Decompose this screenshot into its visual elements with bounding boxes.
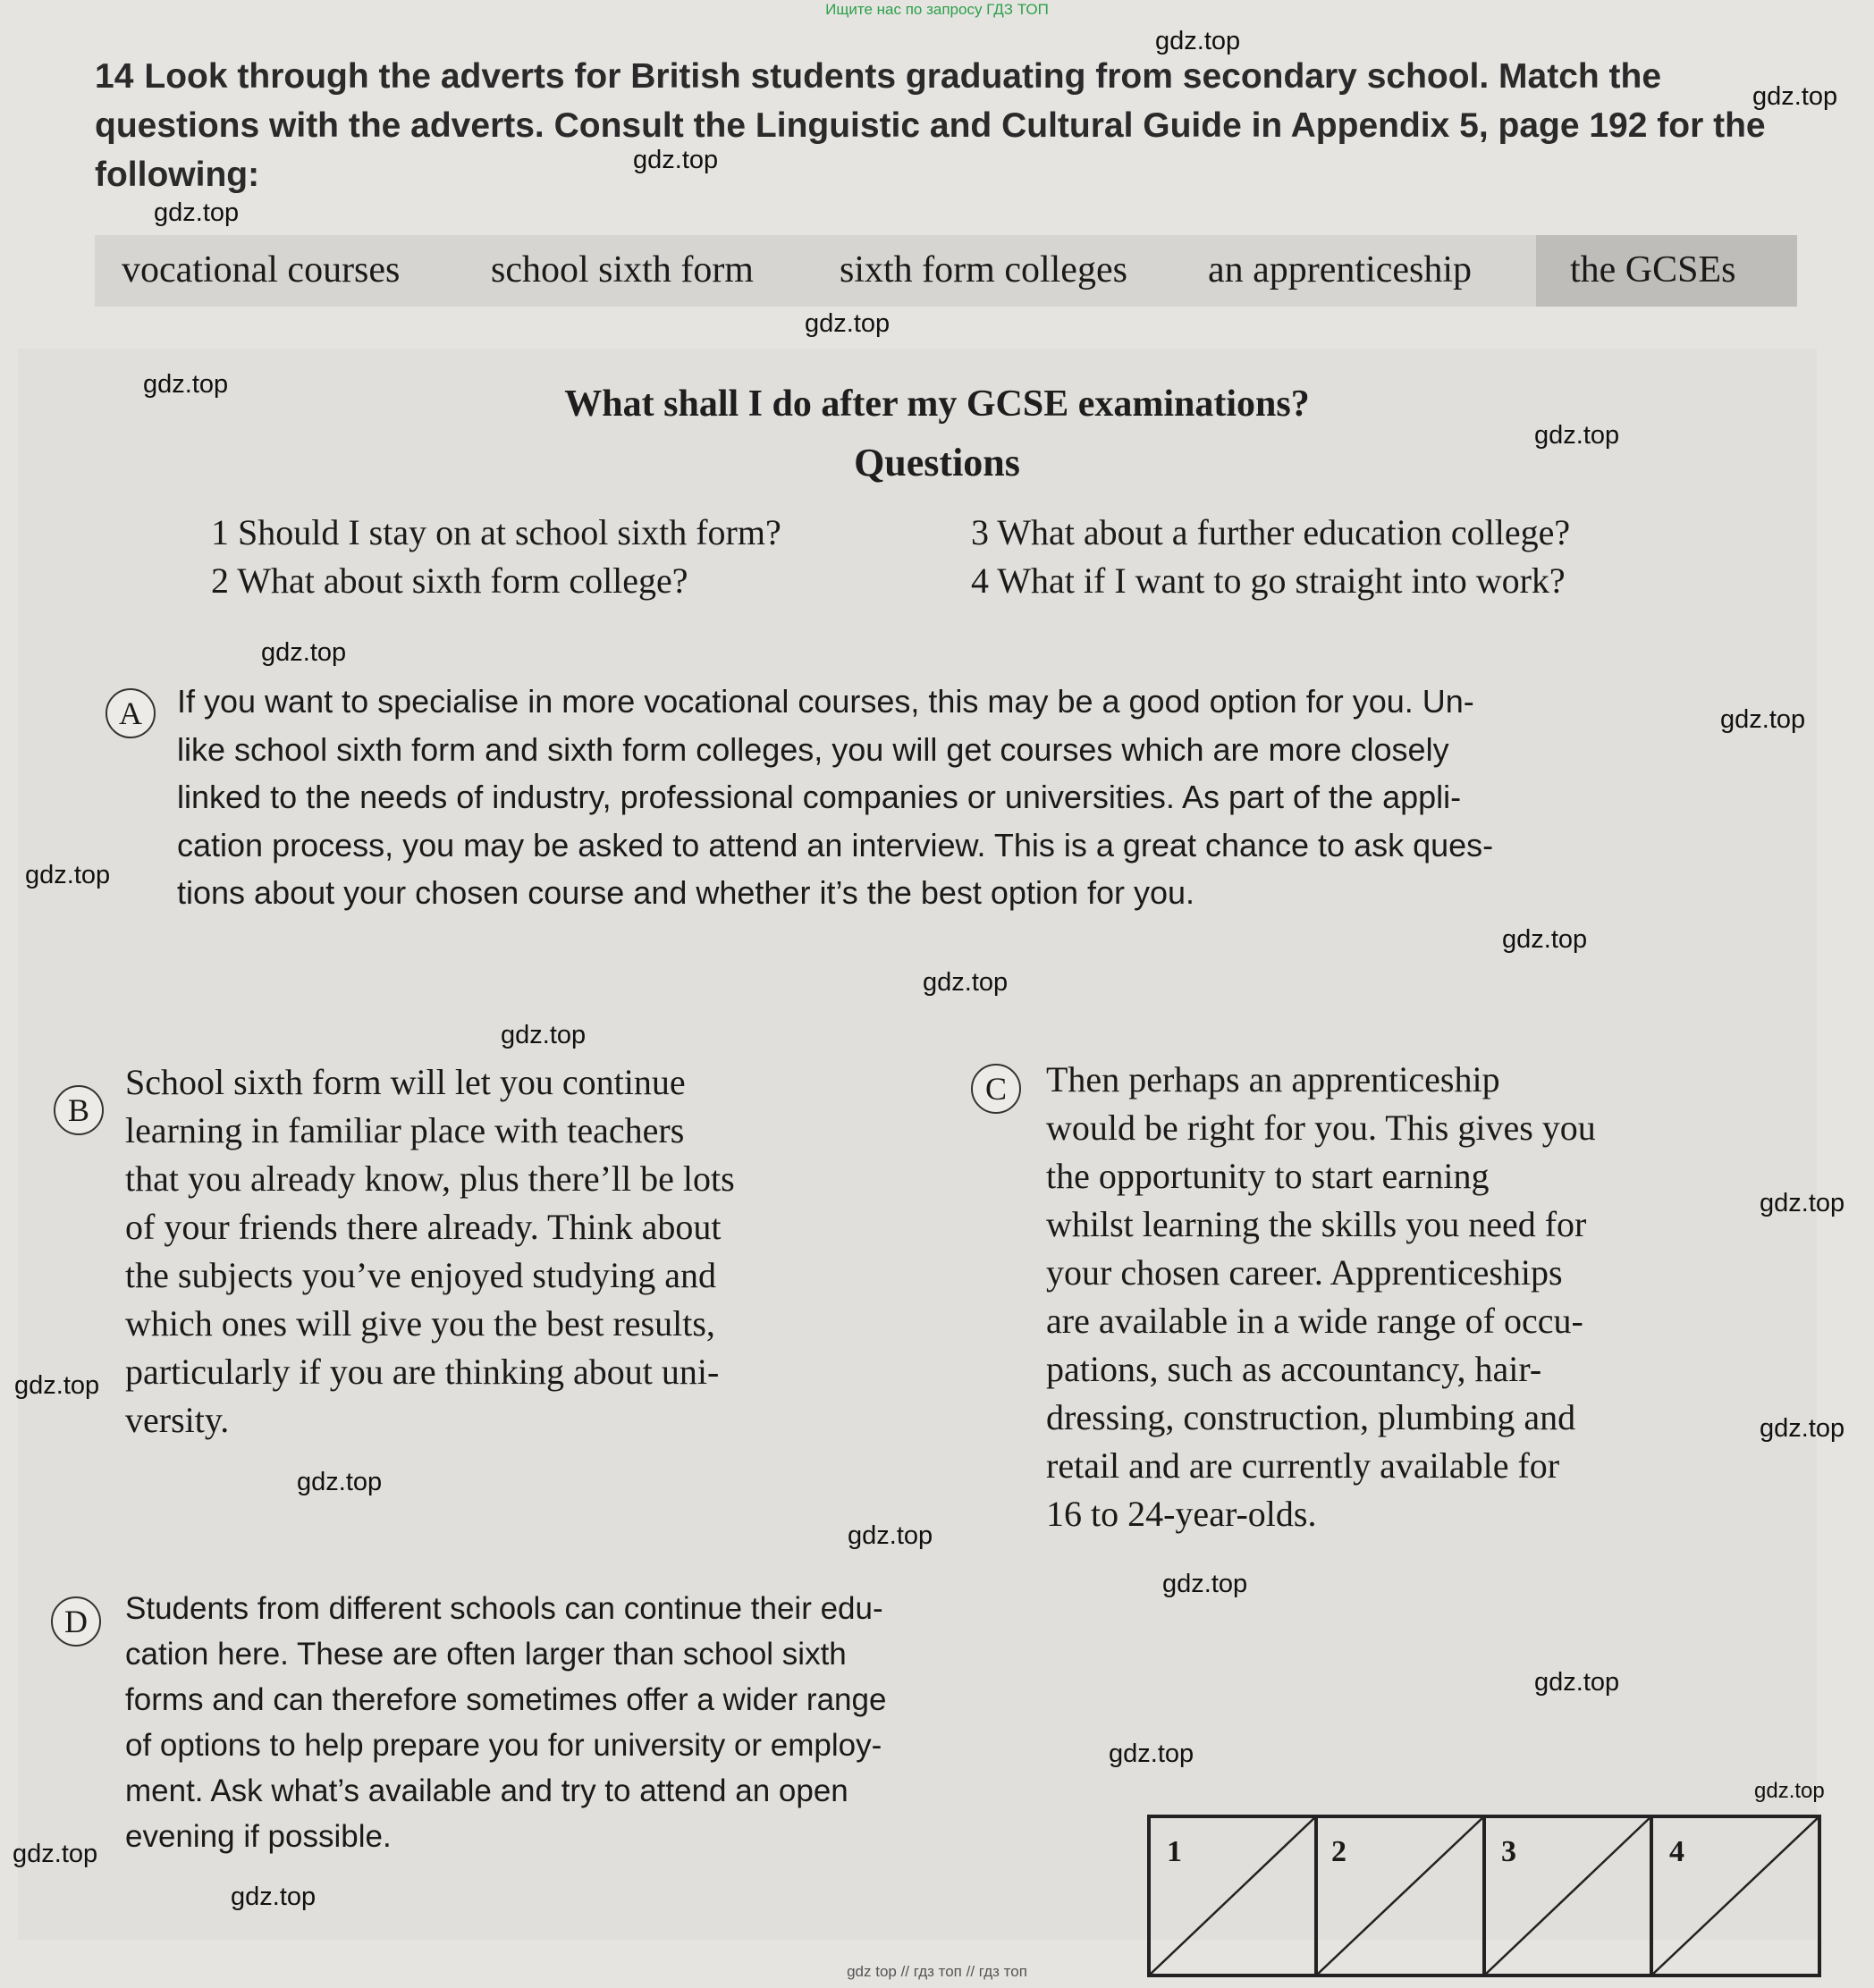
advert-d-line: ment. Ask what’s available and try to attend an open <box>125 1773 848 1808</box>
watermark: gdz.top <box>1155 27 1241 55</box>
advert-d-line: Students from different schools can continue their edu- <box>125 1591 883 1626</box>
watermark: gdz.top <box>1162 1570 1248 1598</box>
advert-a-text <box>177 678 1715 917</box>
advert-c-badge: C <box>971 1064 1021 1114</box>
advert-b-line: the subjects you’ve enjoyed studying and <box>125 1255 716 1295</box>
section-title: What shall I do after my GCSE examinations? <box>564 383 1310 425</box>
advert-c-line: your chosen career. Apprenticeships <box>1046 1252 1563 1293</box>
answer-cell-4[interactable] <box>1651 1816 1819 1975</box>
top-banner[interactable]: Ищите нас по запросу ГДЗ ТОП <box>825 1 1049 18</box>
advert-b-line: of your friends there already. Think about <box>125 1207 722 1247</box>
watermark: gdz.top <box>154 198 240 227</box>
advert-c-line: dressing, construction, plumbing and <box>1046 1397 1576 1437</box>
advert-d-line: forms and can therefore sometimes offer a wider range <box>125 1682 887 1717</box>
answer-grid <box>1147 1815 1821 1979</box>
advert-d-line: of options to help prepare you for university or employ- <box>125 1728 882 1763</box>
watermark: gdz.top <box>805 309 891 338</box>
term-apprenticeship: an apprenticeship <box>1208 249 1473 291</box>
advert-a-line: linked to the needs of industry, professional companies or universities. As part of the appli- <box>177 779 1462 815</box>
advert-a-badge: A <box>106 688 156 738</box>
watermark: gdz.top <box>1720 705 1806 734</box>
answer-cell-number: 4 <box>1669 1835 1684 1868</box>
watermark: gdz.top <box>501 1021 587 1049</box>
advert-c-line: are available in a wide range of occu- <box>1046 1301 1583 1341</box>
advert-b-line: School sixth form will let you continue <box>125 1062 686 1102</box>
advert-d-line: cation here. These are often larger than school sixth <box>125 1637 847 1672</box>
answer-cell-number: 3 <box>1501 1835 1516 1868</box>
advert-b-line: versity. <box>125 1400 230 1440</box>
exercise-instruction <box>95 52 1794 199</box>
term-sixth-form-colleges: sixth form colleges <box>840 249 1127 291</box>
advert-b-line: that you already know, plus there’ll be lots <box>125 1158 735 1199</box>
advert-c-text <box>1046 1056 1745 1538</box>
advert-c-line: pations, such as accountancy, hair- <box>1046 1349 1542 1389</box>
watermark: gdz.top <box>1502 925 1588 954</box>
watermark: gdz.top <box>14 1371 100 1400</box>
advert-b-line: particularly if you are thinking about uni- <box>125 1352 720 1392</box>
term-gcses: the GCSEs <box>1570 249 1736 291</box>
answer-cell-number: 1 <box>1167 1835 1182 1868</box>
advert-d-text <box>125 1586 1078 1859</box>
watermark: gdz.top <box>1754 1779 1825 1803</box>
advert-b-line: learning in familiar place with teachers <box>125 1110 685 1150</box>
watermark: gdz.top <box>25 861 111 889</box>
watermark: gdz.top <box>13 1840 98 1868</box>
answer-cell-number: 2 <box>1331 1835 1346 1868</box>
watermark: gdz.top <box>1534 1668 1620 1697</box>
advert-b-text <box>125 1058 831 1445</box>
advert-b-badge: B <box>54 1085 104 1135</box>
watermark: gdz.top <box>231 1883 317 1911</box>
advert-d-line: evening if possible. <box>125 1819 392 1854</box>
advert-a-line: tions about your chosen course and whether it’s the best option for you. <box>177 874 1195 911</box>
advert-a-line: If you want to specialise in more vocational courses, this may be a good option for you. Un- <box>177 683 1474 720</box>
watermark: gdz.top <box>261 638 347 667</box>
questions-heading: Questions <box>854 441 1020 484</box>
exercise-instruction-text: Look through the adverts for British students graduating from secondary school. Match the questions with the adverts. Consult the Linguistic and Cultural Guide in Appendix 5, page 192 for the following: <box>95 57 1766 194</box>
question-2: 2 What about sixth form college? <box>211 560 688 601</box>
watermark: gdz.top <box>1109 1740 1194 1768</box>
advert-a-line: cation process, you may be asked to attend an interview. This is a great chance to ask ques- <box>177 826 1494 863</box>
advert-c-line: 16 to 24-year-olds. <box>1046 1494 1317 1534</box>
question-3: 3 What about a further education college? <box>971 512 1571 552</box>
bottom-banner: gdz top // гдз топ // гдз топ <box>847 1963 1027 1980</box>
watermark: gdz.top <box>1760 1189 1845 1217</box>
advert-c-line: Then perhaps an apprenticeship <box>1046 1059 1500 1099</box>
watermark: gdz.top <box>143 370 229 399</box>
advert-a-line: like school sixth form and sixth form colleges, you will get courses which are more closely <box>177 730 1449 768</box>
advert-c-line: retail and are currently available for <box>1046 1445 1560 1486</box>
watermark: gdz.top <box>848 1521 933 1550</box>
watermark: gdz.top <box>1760 1414 1845 1443</box>
advert-c-line: whilst learning the skills you need for <box>1046 1204 1587 1244</box>
watermark: gdz.top <box>1534 421 1620 450</box>
term-vocational-courses: vocational courses <box>122 249 401 291</box>
answer-cell-2[interactable] <box>1316 1816 1484 1975</box>
advert-c-line: the opportunity to start earning <box>1046 1156 1490 1196</box>
advert-d-badge: D <box>51 1596 101 1647</box>
watermark: gdz.top <box>923 968 1009 997</box>
advert-b-line: which ones will give you the best results, <box>125 1303 715 1344</box>
exercise-number: 14 <box>95 57 134 96</box>
answer-cell-3[interactable] <box>1484 1816 1651 1975</box>
answer-cell-1[interactable] <box>1149 1816 1316 1975</box>
question-1: 1 Should I stay on at school sixth form? <box>211 512 781 552</box>
advert-c-line: would be right for you. This gives you <box>1046 1108 1596 1148</box>
watermark: gdz.top <box>633 146 719 174</box>
question-4: 4 What if I want to go straight into work? <box>971 560 1566 601</box>
watermark: gdz.top <box>1752 82 1838 111</box>
watermark: gdz.top <box>297 1468 383 1496</box>
term-school-sixth-form: school sixth form <box>491 249 754 291</box>
